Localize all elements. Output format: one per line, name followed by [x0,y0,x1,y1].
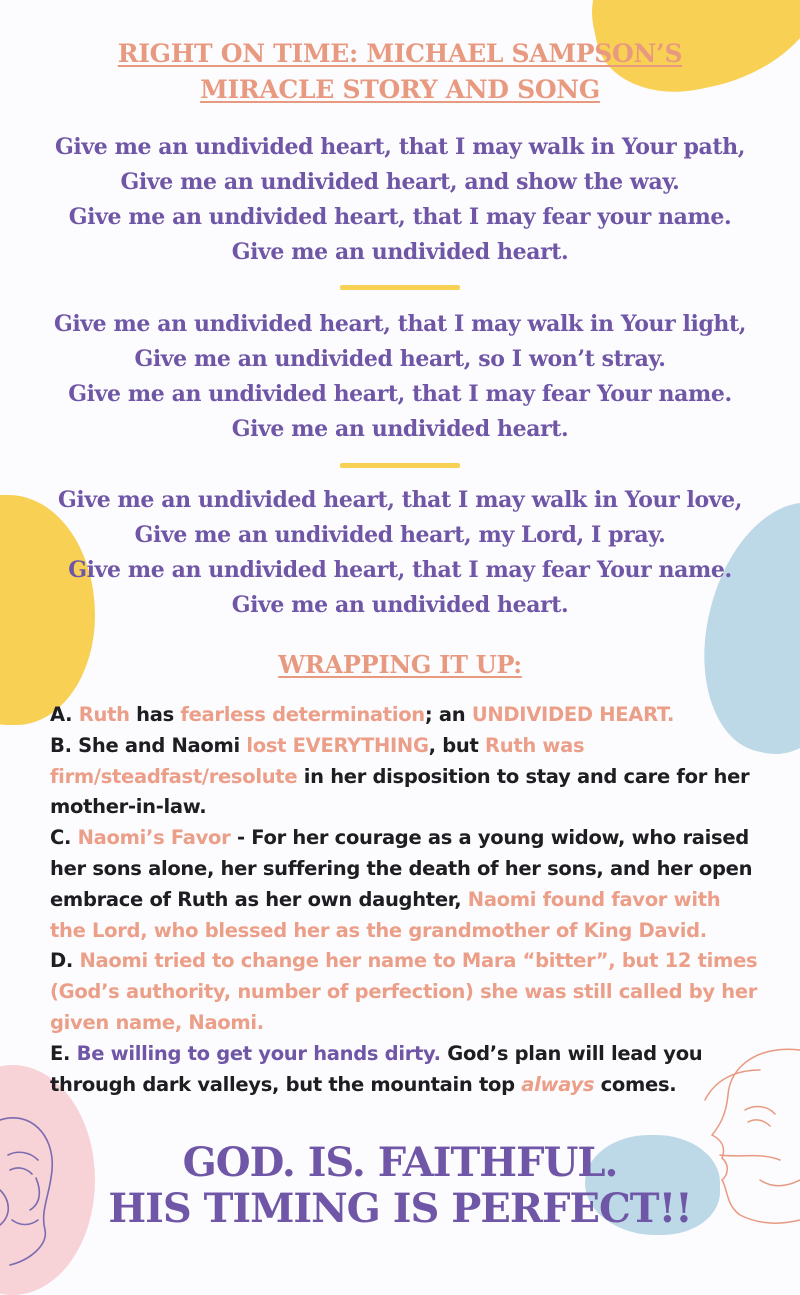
point-text: has [129,703,181,726]
point-a [50,700,760,731]
highlight-text: Naomi found favor with the Lord, who blessed her as the grandmother of King David. [50,887,721,942]
emphasis-text: always [521,1072,595,1096]
verse-line: Give me an undivided heart. [231,592,569,618]
point-letter: B. [50,733,72,757]
highlight-text: Be willing to get your hands dirty. [76,1041,441,1065]
verse-1 [20,130,780,270]
point-letter: E. [50,1041,71,1065]
highlight-text: UNDIVIDED HEART. [471,703,675,726]
verse-line: Give me an undivided heart, that I may fear your name. [68,204,732,230]
verse-line: Give me an undivided heart, that I may walk in Your path, [54,134,746,160]
highlight-text: lost EVERYTHING [246,733,429,757]
point-text: She and Naomi [71,733,247,757]
closing-statement [20,1140,780,1232]
highlight-text: Ruth [78,703,130,726]
verse-line: Give me an undivided heart, and show the way. [120,169,680,195]
verse-line: Give me an undivided heart, that I may walk in Your love, [57,487,743,513]
point-text: comes. [594,1072,677,1096]
page-title [40,36,760,108]
closing-line-2: HIS TIMING IS PERFECT!! [108,1185,692,1232]
point-letter: D. [50,949,73,973]
point-c [50,823,760,946]
verse-line: Give me an undivided heart, my Lord, I pray. [134,522,666,548]
verse-3 [20,483,780,623]
point-letter: A. [50,703,73,726]
point-e [50,1039,760,1101]
point-text: God’s plan will lead you through dark valleys, but the mountain top [50,1041,703,1096]
title-line-2: MIRACLE STORY AND SONG [200,75,600,104]
verse-line: Give me an undivided heart, that I may fear Your name. [68,557,732,583]
highlight-text: Naomi’s Favor [77,826,231,850]
wrap-up-heading: WRAPPING IT UP: [278,650,522,679]
point-text: - For her courage as a young widow, who raised her sons alone, her suffering the death of her sons, and her open embrace of Ruth as her own daughter, [50,826,753,911]
point-text: in her disposition to stay and care for her mother-in-law. [50,764,750,819]
closing-line-1: GOD. IS. FAITHFUL. [182,1139,618,1186]
verse-line: Give me an undivided heart. [231,416,569,442]
point-letter: C. [50,826,72,850]
point-text: , but [428,733,486,757]
verse-line: Give me an undivided heart, so I won’t stray. [134,346,666,372]
verse-line: Give me an undivided heart, that I may walk in Your light, [53,311,747,337]
wrap-up-points [50,700,760,1100]
verse-line: Give me an undivided heart, that I may fear Your name. [68,381,732,407]
highlight-text: fearless determination [180,703,425,726]
point-text: ; an [424,703,472,726]
divider-1 [340,285,460,290]
divider-2 [340,463,460,468]
title-line-1: RIGHT ON TIME: MICHAEL SAMPSON’S [117,39,683,68]
verse-2 [20,307,780,447]
highlight-text: Ruth was firm/steadfast/resolute [50,733,585,788]
verse-line: Give me an undivided heart. [231,239,569,265]
highlight-text: Naomi tried to change her name to Mara “bitter”, but 12 times (God’s authority, number of perfection) she was still called by her given name, Naomi. [50,949,758,1034]
point-b [50,731,760,823]
point-d [50,946,760,1038]
